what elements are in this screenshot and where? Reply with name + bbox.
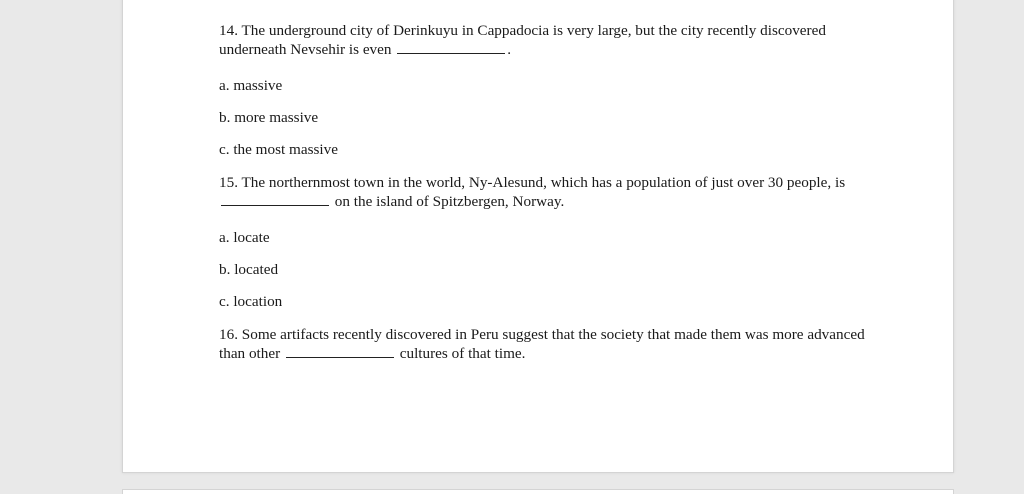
option-b: b. located bbox=[219, 261, 279, 278]
question-text: The northernmost town in the world, Ny-Alesund, which has a population of just over 30 people, is bbox=[241, 174, 846, 191]
question-14 bbox=[219, 21, 869, 59]
option-c: c. location bbox=[219, 293, 283, 310]
question-text: Some artifacts recently discovered in Peru suggest that the society that made them was more advanced than other bbox=[219, 326, 865, 362]
question-text: The underground city of Derinkuyu in Cappadocia is very large, but the city recently discovered underneath Nevsehir is even bbox=[219, 22, 826, 58]
answer-blank bbox=[221, 192, 329, 206]
question-16 bbox=[219, 325, 869, 363]
answer-blank bbox=[286, 344, 394, 358]
question-number: 16. bbox=[219, 326, 238, 343]
question-15 bbox=[219, 173, 869, 211]
question-number: 14. bbox=[219, 22, 238, 39]
document-page bbox=[122, 0, 954, 473]
question-number: 15. bbox=[219, 174, 238, 191]
option-c: c. the most massive bbox=[219, 141, 338, 158]
question-text-end: on the island of Spitzbergen, Norway. bbox=[334, 193, 565, 210]
answer-blank bbox=[397, 40, 505, 54]
question-text-end: . bbox=[507, 41, 512, 58]
option-a: a. massive bbox=[219, 77, 283, 94]
next-page-edge bbox=[122, 489, 954, 494]
option-b: b. more massive bbox=[219, 109, 319, 126]
option-a: a. locate bbox=[219, 229, 270, 246]
question-text-end: cultures of that time. bbox=[399, 345, 526, 362]
